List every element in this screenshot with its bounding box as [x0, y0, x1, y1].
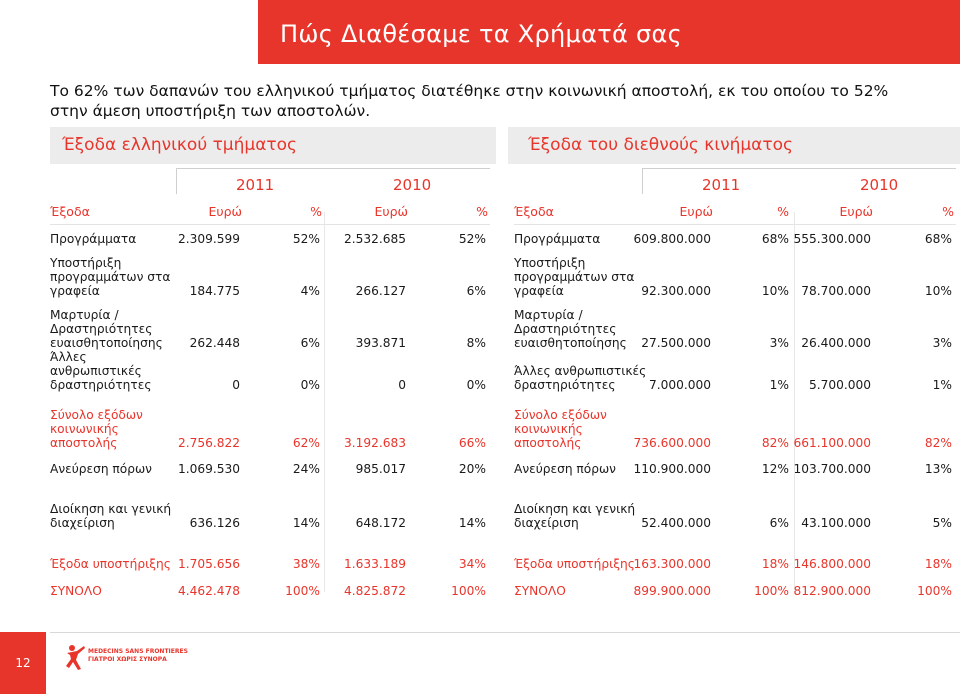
cell-e1: 262.448 — [189, 336, 240, 350]
cell-p2: 0% — [466, 378, 486, 392]
cell-p2: 18% — [924, 557, 952, 571]
cell-p2: 100% — [917, 584, 952, 598]
cell-p1: 62% — [292, 436, 320, 450]
cell-e1: 1.705.656 — [177, 557, 240, 571]
col-header-label: Έξοδα — [514, 204, 554, 219]
cell-p1: 4% — [300, 284, 320, 298]
logo-text-latin: MEDECINS SANS FRONTIERES — [88, 648, 188, 655]
row-label: Διοίκηση και γενική διαχείριση — [50, 502, 172, 530]
cell-e2: 2.532.685 — [343, 232, 406, 246]
cell-p2: 3% — [932, 336, 952, 350]
cell-p2: 14% — [458, 516, 486, 530]
cell-p1: 1% — [769, 378, 789, 392]
cell-e1: 636.126 — [189, 516, 240, 530]
row-label: Προγράμματα — [514, 232, 601, 246]
cell-p2: 100% — [451, 584, 486, 598]
col-header-eur-2011: Ευρώ — [679, 204, 713, 219]
cell-e2: 26.400.000 — [801, 336, 871, 350]
year-2011-header: 2011 — [236, 176, 275, 194]
section-band-international — [508, 127, 960, 164]
cell-p1: 18% — [761, 557, 789, 571]
col-header-pct-2010: % — [942, 204, 954, 219]
table-row — [50, 168, 490, 598]
row-label: Ανεύρεση πόρων — [50, 462, 152, 476]
row-label: Σύνολο εξόδων κοινωνικής αποστολής — [514, 408, 607, 450]
cell-p2: 20% — [458, 462, 486, 476]
international-expenses-table — [514, 168, 956, 608]
cell-e2: 393.871 — [355, 336, 406, 350]
row-label: Προγράμματα — [50, 232, 137, 246]
cell-e2: 266.127 — [355, 284, 406, 298]
cell-p2: 68% — [924, 232, 952, 246]
cell-e2: 1.633.189 — [343, 557, 406, 571]
cell-e2: 648.172 — [355, 516, 406, 530]
row-label: Σύνολο εξόδων κοινωνικής αποστολής — [50, 408, 143, 450]
cell-p1: 10% — [761, 284, 789, 298]
cell-e1: 609.800.000 — [633, 232, 711, 246]
cell-p1: 38% — [292, 557, 320, 571]
col-header-pct-2011: % — [777, 204, 789, 219]
row-label: ΣΥΝΟΛΟ — [50, 584, 102, 598]
row-label: Υποστήριξη προγραμμάτων στα γραφεία — [514, 256, 635, 298]
col-header-pct-2010: % — [476, 204, 488, 219]
row-label: Υποστήριξη προγραμμάτων στα γραφεία — [50, 256, 171, 298]
row-label: Έξοδα υποστήριξης — [514, 557, 635, 571]
row-label: Άλλες ανθρωπιστικές δραστηριότητες — [514, 364, 647, 392]
cell-e2: 146.800.000 — [793, 557, 871, 571]
cell-p1: 14% — [292, 516, 320, 530]
cell-e2: 555.300.000 — [793, 232, 871, 246]
page-number-box — [0, 632, 46, 694]
intro-text: Το 62% των δαπανών του ελληνικού τμήματος διατέθηκε στην κοινωνική αποστολή, εκ του οποίου το 52% στην άμεση υποστήριξη των αποστολών. — [50, 82, 889, 120]
cell-e1: 1.069.530 — [177, 462, 240, 476]
col-header-eur-2010: Ευρώ — [374, 204, 408, 219]
cell-p1: 82% — [761, 436, 789, 450]
cell-e2: 985.017 — [355, 462, 406, 476]
row-label: ΣΥΝΟΛΟ — [514, 584, 566, 598]
cell-e1: 2.756.822 — [177, 436, 240, 450]
row-label: Έξοδα υποστήριξης — [50, 557, 171, 571]
cell-p1: 68% — [761, 232, 789, 246]
cell-e2: 0 — [398, 378, 406, 392]
cell-e2: 78.700.000 — [801, 284, 871, 298]
title-banner — [258, 0, 960, 64]
footer-rule — [50, 632, 960, 633]
cell-p1: 100% — [285, 584, 320, 598]
cell-p1: 6% — [300, 336, 320, 350]
row-label: Μαρτυρία / Δραστηριότητες ευαισθητοποίησης — [514, 308, 627, 350]
cell-e2: 43.100.000 — [801, 516, 871, 530]
cell-p1: 0% — [300, 378, 320, 392]
msf-figure-icon — [64, 644, 86, 672]
cell-e2: 103.700.000 — [793, 462, 871, 476]
cell-p2: 82% — [924, 436, 952, 450]
row-label: Άλλες ανθρωπιστικές δραστηριότητες — [50, 350, 152, 392]
cell-p1: 52% — [292, 232, 320, 246]
cell-p2: 66% — [458, 436, 486, 450]
cell-p1: 12% — [761, 462, 789, 476]
cell-p2: 52% — [458, 232, 486, 246]
col-header-pct-2011: % — [310, 204, 322, 219]
col-header-eur-2010: Ευρώ — [839, 204, 873, 219]
row-label: Διοίκηση και γενική διαχείριση — [514, 502, 636, 530]
cell-e1: 92.300.000 — [641, 284, 711, 298]
year-2010-header: 2010 — [393, 176, 432, 194]
cell-p1: 100% — [754, 584, 789, 598]
cell-e1: 163.300.000 — [633, 557, 711, 571]
cell-e1: 736.600.000 — [633, 436, 711, 450]
cell-p1: 3% — [769, 336, 789, 350]
cell-e1: 184.775 — [189, 284, 240, 298]
cell-p2: 1% — [932, 378, 952, 392]
cell-e1: 110.900.000 — [633, 462, 711, 476]
table-row — [514, 168, 956, 598]
year-2010-header: 2010 — [860, 176, 899, 194]
row-label: Ανεύρεση πόρων — [514, 462, 616, 476]
msf-logo — [64, 644, 188, 684]
cell-e1: 0 — [232, 378, 240, 392]
cell-p2: 10% — [924, 284, 952, 298]
page-title: Πώς Διαθέσαμε τα Χρήματά σας — [280, 20, 683, 48]
cell-e1: 7.000.000 — [648, 378, 711, 392]
greek-expenses-table — [50, 168, 490, 608]
cell-p1: 24% — [292, 462, 320, 476]
logo-text-greek: ΓΙΑΤΡΟΙ ΧΩΡΙΣ ΣΥΝΟΡΑ — [88, 656, 167, 663]
cell-e1: 899.900.000 — [633, 584, 711, 598]
section-title-greek: Έξοδα ελληνικού τμήματος — [62, 135, 298, 155]
section-band-greek — [50, 127, 496, 164]
cell-e1: 4.462.478 — [177, 584, 240, 598]
cell-e2: 661.100.000 — [793, 436, 871, 450]
section-title-international: Έξοδα του διεθνούς κινήματος — [528, 135, 793, 155]
cell-e2: 5.700.000 — [808, 378, 871, 392]
row-label: Μαρτυρία / Δραστηριότητες ευαισθητοποίησης — [50, 308, 163, 350]
cell-e1: 2.309.599 — [177, 232, 240, 246]
cell-e2: 4.825.872 — [343, 584, 406, 598]
cell-p2: 13% — [924, 462, 952, 476]
cell-p2: 34% — [458, 557, 486, 571]
page-number: 12 — [15, 656, 31, 670]
col-header-label: Έξοδα — [50, 204, 90, 219]
cell-e1: 52.400.000 — [641, 516, 711, 530]
year-2011-header: 2011 — [702, 176, 741, 194]
cell-p2: 5% — [932, 516, 952, 530]
col-header-eur-2011: Ευρώ — [208, 204, 242, 219]
cell-p2: 8% — [466, 336, 486, 350]
cell-p1: 6% — [769, 516, 789, 530]
cell-e1: 27.500.000 — [641, 336, 711, 350]
cell-e2: 3.192.683 — [343, 436, 406, 450]
cell-e2: 812.900.000 — [793, 584, 871, 598]
cell-p2: 6% — [466, 284, 486, 298]
